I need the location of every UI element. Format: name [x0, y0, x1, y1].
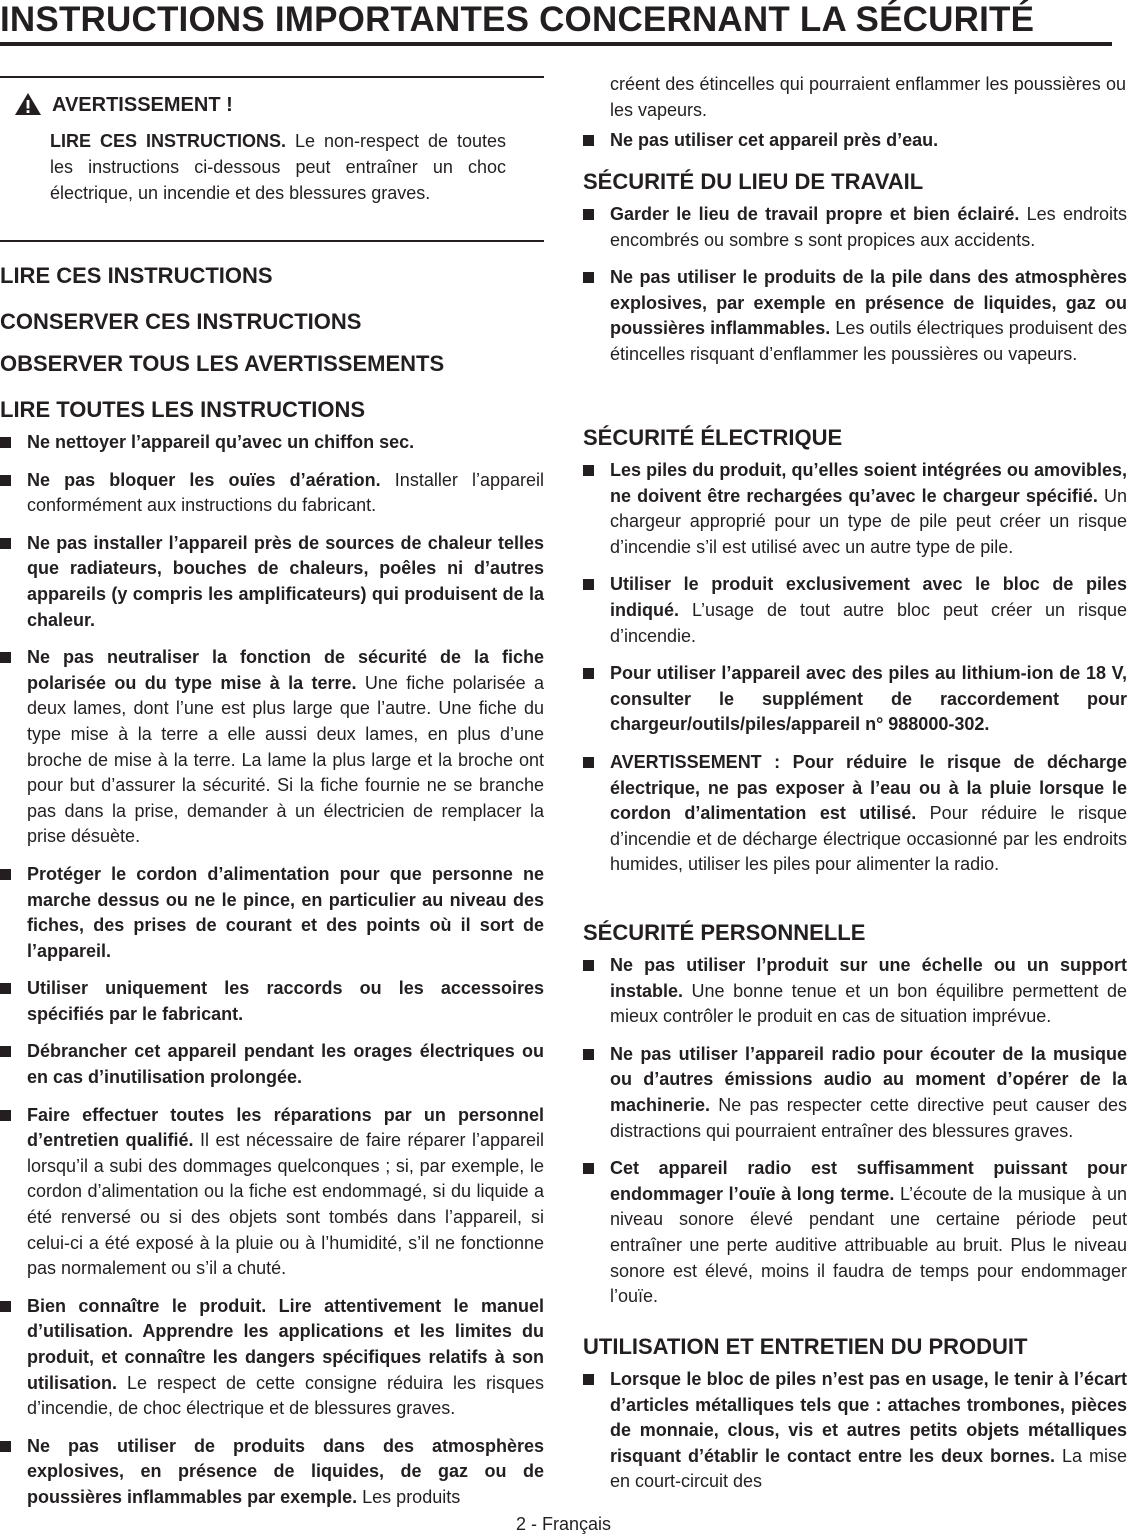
list-item: [0, 531, 544, 633]
item-bold-text: Les piles du produit, qu’elles soient intégrées ou amovibles, ne doivent être rechargées qu’avec le chargeur spécifié.: [610, 460, 1127, 506]
list-item: [583, 750, 1127, 878]
heading-securite-electrique: SÉCURITÉ ÉLECTRIQUE: [583, 425, 843, 450]
square-bullet-icon: [583, 960, 594, 971]
square-bullet-icon: [583, 579, 594, 590]
title-rule: [0, 42, 1112, 46]
heading-securite-personnelle: SÉCURITÉ PERSONNELLE: [583, 920, 866, 945]
square-bullet-icon: [0, 538, 11, 549]
list-securite-personnelle: [583, 953, 1127, 1322]
list-item: [583, 572, 1127, 649]
list-utilisation-entretien: [583, 1367, 1127, 1507]
item-bold-text: Ne pas utiliser l’produit sur une échelle ou un support instable.: [610, 955, 1127, 1001]
item-bold-text: AVERTISSEMENT : Pour réduire le risque de décharge électrique, ne pas exposer à l’eau ou à la pluie lorsque le cordon d’alimentation est utilisé.: [610, 751, 1127, 824]
square-bullet-icon: [0, 869, 11, 880]
item-bold-text: Ne pas bloquer les ouïes d’aération.: [27, 469, 381, 490]
item-body-text: Pour réduire le risque d’incendie et de décharge électrique occasionné par les endroits humides, utiliser les piles pour alimenter la radio.: [610, 803, 1127, 875]
heading-utilisation-entretien: UTILISATION ET ENTRETIEN DU PRODUIT: [583, 1334, 1028, 1359]
left-instruction-list: [0, 430, 544, 1523]
square-bullet-icon: [0, 475, 11, 486]
square-bullet-icon: [583, 135, 594, 146]
right-first-list: [583, 128, 1127, 166]
item-bold-text: Ne pas utiliser cet appareil près d’eau.: [610, 130, 939, 150]
list-item: [0, 1103, 544, 1282]
square-bullet-icon: [583, 1374, 594, 1385]
square-bullet-icon: [583, 465, 594, 476]
list-item: [0, 430, 544, 456]
heading-securite-lieu-travail: SÉCURITÉ DU LIEU DE TRAVAIL: [583, 169, 924, 194]
item-body-text: Les endroits encombrés ou sombre s sont propices aux accidents.: [610, 204, 1127, 250]
item-body-text: Le respect de cette consigne réduira les risques d’incendie, de choc électrique et de blessures graves.: [27, 1372, 544, 1419]
list-item: [0, 1039, 544, 1090]
item-body-text: Installer l’appareil conformément aux instructions du fabricant.: [27, 469, 544, 516]
item-bold-text: Ne pas utiliser l’appareil radio pour écouter de la musique ou d’autres émissions audio au moment d’opérer de la machinerie.: [610, 1043, 1127, 1115]
list-item: [0, 1434, 544, 1511]
item-bold-text: Faire effectuer toutes les réparations par un personnel d’entretien qualifié.: [27, 1104, 544, 1151]
warning-box: [0, 76, 544, 242]
item-body-text: Un chargeur approprié pour un type de pile peut créer un risque d’incendie s’il est utilisé avec un autre type de pile.: [610, 485, 1127, 557]
item-bold-text: Utiliser le produit exclusivement avec le bloc de piles indiqué.: [610, 574, 1127, 620]
square-bullet-icon: [0, 1301, 11, 1312]
item-body-text: La mise en court-circuit des: [610, 1445, 1127, 1492]
square-bullet-icon: [583, 1049, 594, 1060]
square-bullet-icon: [0, 437, 11, 448]
item-body-text: Une bonne tenue et un bon équilibre permettent de mieux contrôler le produit en cas de situation imprévue.: [610, 980, 1127, 1027]
item-bold-text: Cet appareil radio est suffisamment puissant pour endommager l’ouïe à long terme.: [610, 1158, 1127, 1204]
list-item: [583, 1042, 1127, 1144]
item-bold-text: Protéger le cordon d’alimentation pour que personne ne marche dessus ou ne le pince, en particulier au niveau des fiches, des prises de courant et des points où il sort de l’appareil.: [27, 863, 544, 961]
item-bold-text: Garder le lieu de travail propre et bien éclairé.: [610, 204, 1020, 224]
square-bullet-icon: [0, 1046, 11, 1057]
warning-heading: AVERTISSEMENT !: [52, 94, 233, 116]
item-bold-text: Ne pas utiliser le produits de la pile dans des atmosphères explosives, par exemple en présence de liquides, gaz ou poussières inflammables.: [610, 267, 1127, 339]
heading-conserver: CONSERVER CES INSTRUCTIONS: [0, 309, 362, 334]
item-body-text: Ne pas respecter cette directive peut causer des distractions qui pourraient entraîner des blessures graves.: [610, 1094, 1127, 1141]
square-bullet-icon: [0, 652, 11, 663]
item-bold-text: Ne pas utiliser de produits dans des atmosphères explosives, en présence de liquides, de gaz ou de poussières inflammables par exemple.: [27, 1435, 544, 1507]
list-item: [583, 128, 1127, 154]
list-item: [0, 862, 544, 964]
page-footer: 2 - Français: [515, 1514, 612, 1534]
item-bold-text: Ne pas installer l’appareil près de sources de chaleur telles que radiateurs, bouches de chaleurs, poêles ni d’autres appareils (y compris les amplificateurs) qui produisent de la chaleur.: [27, 532, 544, 630]
list-item: [0, 976, 544, 1027]
square-bullet-icon: [0, 983, 11, 994]
item-bold-text: Ne pas neutraliser la fonction de sécurité de la fiche polarisée ou du type mise à la terre.: [27, 647, 544, 693]
list-item: [0, 468, 544, 519]
item-body-text: L’écoute de la musique à un niveau sonore élevé pendant une certaine période peut entraîner une perte auditive attribuable au bruit. Plus le niveau sonore est élevé, moins il faudra de temps pour endommager l’ouïe.: [610, 1183, 1127, 1307]
list-item: [583, 661, 1127, 738]
heading-observer: OBSERVER TOUS LES AVERTISSEMENTS: [0, 351, 445, 376]
square-bullet-icon: [0, 1441, 11, 1452]
item-bold-text: Lorsque le bloc de piles n’est pas en usage, le tenir à l’écart d’articles métalliques tels que : attaches trombones, pièces de monnaie, clous, vis et autres petits objets métalliques risquant d’établir le contact entre les deux bornes.: [610, 1369, 1127, 1466]
list-item: [0, 1294, 544, 1422]
warning-body: Le non-respect de toutes les instructions ci-dessous peut entraîner un choc électrique, un incendie et des blessures graves.: [50, 131, 506, 203]
square-bullet-icon: [583, 668, 594, 679]
square-bullet-icon: [583, 1163, 594, 1174]
square-bullet-icon: [583, 272, 594, 283]
warning-lead: LIRE CES INSTRUCTIONS.: [50, 131, 286, 151]
list-item: [583, 458, 1127, 560]
warning-triangle-icon: [14, 92, 42, 116]
item-body-text: L’usage de tout autre bloc peut créer un risque d’incendie.: [610, 599, 1127, 646]
item-bold-text: Débrancher cet appareil pendant les orages électriques ou en cas d’inutilisation prolongée.: [27, 1041, 544, 1088]
right-continuation-text: créent des étincelles qui pourraient enflammer les poussières ou les vapeurs.: [610, 74, 1126, 120]
square-bullet-icon: [583, 757, 594, 768]
item-bold-text: Pour utiliser l’appareil avec des piles au lithium-ion de 18 V, consulter le supplément de raccordement pour chargeur/outils/piles/appareil n° 988000-302.: [610, 663, 1127, 735]
square-bullet-icon: [583, 209, 594, 220]
list-item: [0, 645, 544, 850]
list-item: [583, 1156, 1127, 1310]
list-securite-lieu-travail: [583, 202, 1127, 380]
item-body-text: Les outils électriques produisent des étincelles risquant d’enflammer les poussières ou vapeurs.: [610, 318, 1127, 364]
square-bullet-icon: [0, 1110, 11, 1121]
item-body-text: Il est nécessaire de faire réparer l’appareil lorsqu’il a subi des dommages quelconques ; si, par exemple, le cordon d’alimentation ou la fiche est endommagé, si du liquide a été renversé ou si des objets sont tombés dans l’appareil, si celui-ci a été exposé à la pluie ou à l’humidité, s’il ne fonctionne pas normalement ou s’il a chuté.: [27, 1130, 544, 1279]
heading-lire-toutes: LIRE TOUTES LES INSTRUCTIONS: [0, 397, 366, 422]
item-bold-text: Bien connaître le produit. Lire attentivement le manuel d’utilisation. Apprendre les applications et les limites du produit, et connaître les dangers spécifiques relatifs à son utilisation.: [27, 1295, 544, 1393]
heading-lire-ces-instructions: LIRE CES INSTRUCTIONS: [0, 263, 273, 288]
item-body-text: Les produits: [357, 1486, 461, 1507]
list-securite-electrique: [583, 458, 1127, 890]
list-item: [583, 202, 1127, 253]
item-body-text: Une fiche polarisée a deux lames, dont l’une est plus large que l’autre. Une fiche du type mise à la terre a elle aussi deux lames, en plus d’une broche de mise à la terre. La lame la plus large et la broche ont pour but d’assurer la sécurité. Si la fiche fournie ne se branche pas dans la prise, demander à un électricien de remplacer la prise désuète.: [27, 672, 544, 847]
page-title: INSTRUCTIONS IMPORTANTES CONCERNANT LA SÉCURITÉ: [0, 0, 1035, 39]
warning-text: [50, 128, 506, 206]
list-item: [583, 953, 1127, 1030]
item-bold-text: Utiliser uniquement les raccords ou les accessoires spécifiés par le fabricant.: [27, 978, 544, 1024]
list-item: [583, 265, 1127, 367]
list-item: [583, 1367, 1127, 1495]
item-bold-text: Ne nettoyer l’appareil qu’avec un chiffon sec.: [27, 432, 415, 452]
